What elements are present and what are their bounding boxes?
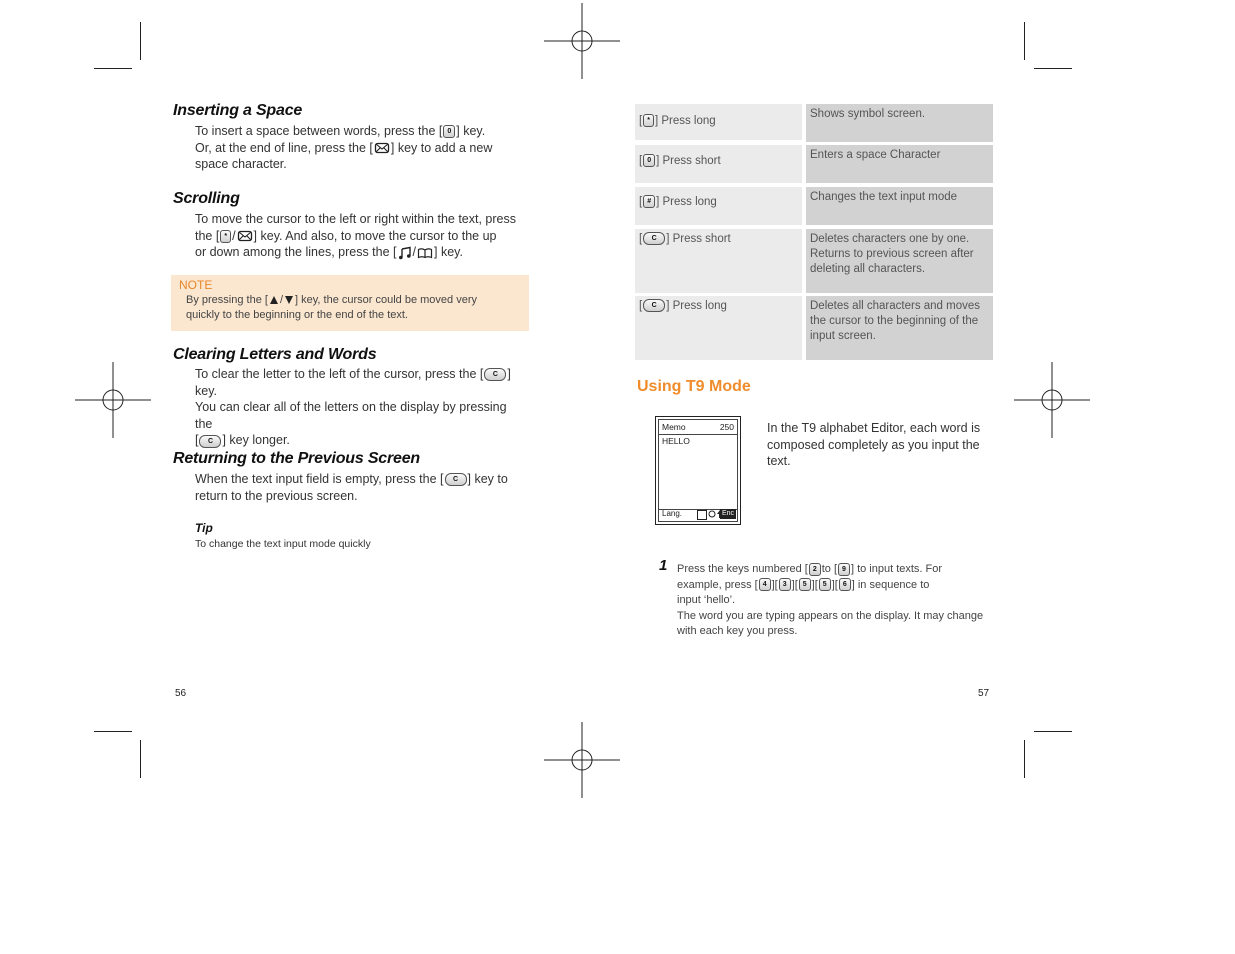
note-title: NOTE [179, 278, 213, 292]
registration-mark-icon [75, 362, 151, 438]
clear-key-icon: C [643, 232, 665, 245]
star-key-icon: * [220, 230, 231, 243]
two-key-icon: 2 [809, 563, 821, 576]
page-number: 56 [175, 688, 187, 699]
section-title: Using T9 Mode [637, 378, 751, 395]
phone-text-area: HELLO [659, 434, 737, 510]
nine-key-icon: 9 [838, 563, 850, 576]
table-key-cell: [ * ] Press long [635, 104, 802, 140]
tip-title: Tip [195, 521, 213, 535]
table-desc-cell: Changes the text input mode [806, 187, 993, 225]
section-title: Inserting a Space [173, 102, 303, 119]
phone-soft-keys [659, 507, 737, 521]
page-number: 57 [978, 688, 990, 699]
up-arrow-key-icon [269, 294, 279, 306]
table-key-cell: [ C ] Press short [635, 229, 802, 293]
section-body: To clear the letter to the left of the cursor, press the [ C ] key. You can clear all of the letters on the display by pressing the [ C ] key longer. [195, 367, 511, 448]
crop-mark [140, 22, 141, 60]
music-note-key-icon [398, 246, 412, 260]
five-key-icon: 5 [799, 578, 811, 591]
crop-mark [94, 68, 132, 69]
four-key-icon: 4 [759, 578, 771, 591]
crop-mark [1024, 740, 1025, 778]
table-desc-cell: Enters a space Character [806, 145, 993, 183]
clear-key-icon: C [484, 368, 506, 381]
zero-key-icon: 0 [643, 154, 655, 167]
phone-title-bar [659, 420, 737, 435]
tip-text: To change the text input mode quickly [195, 538, 371, 550]
hash-key-icon: # [643, 195, 655, 208]
five-key-icon: 5 [819, 578, 831, 591]
section-body: To insert a space between words, press the [ 0 ] key. Or, at the end of line, press the [ ] key to add a new space character. [195, 124, 493, 172]
phone-screen-illustration [655, 416, 741, 525]
phone-title: Memo [662, 422, 686, 432]
table-key-cell: [ C ] Press long [635, 296, 802, 360]
book-key-icon [417, 247, 433, 259]
note-box [171, 275, 529, 331]
section-title: Returning to the Previous Screen [173, 450, 420, 467]
crop-mark [140, 740, 141, 778]
crop-mark [1024, 22, 1025, 60]
three-key-icon: 3 [779, 578, 791, 591]
clear-key-icon: C [445, 473, 467, 486]
envelope-key-icon [237, 230, 253, 242]
note-text: By pressing the [ / ] key, the cursor could be moved very quickly to the beginning or the end of the text. [186, 294, 477, 321]
table-desc-cell: Deletes characters one by one. Returns to previous screen after deleting all characters. [806, 229, 993, 293]
section-title: Clearing Letters and Words [173, 346, 377, 363]
star-key-icon: * [643, 114, 654, 127]
registration-mark-icon [544, 722, 620, 798]
six-key-icon: 6 [839, 578, 851, 591]
envelope-key-icon [374, 142, 390, 154]
registration-mark-icon [1014, 362, 1090, 438]
registration-mark-icon [544, 3, 620, 79]
crop-mark [94, 731, 132, 732]
crop-mark [1034, 68, 1072, 69]
table-desc-cell: Shows symbol screen. [806, 104, 993, 142]
soft-key-right: Enc [721, 510, 734, 517]
phone-char-count: 250 [719, 422, 734, 432]
t9-description: In the T9 alphabet Editor, each word is composed completely as you input the text. [767, 421, 981, 469]
section-body: When the text input field is empty, press the [ C ] key to return to the previous screen. [195, 472, 508, 503]
zero-key-icon: 0 [443, 125, 455, 138]
step-number: 1 [659, 557, 668, 574]
step-text: Press the keys numbered [ 2 to [ 9 ] to input texts. For example, press [ 4 ][ 3 ][ 5 ][ 5 ][ 6 ] in sequence to input ‘hello’. The word you are typing appears on the display. It may change with each key you press. [677, 563, 984, 637]
clear-key-icon: C [199, 435, 221, 448]
t9-mode-icon [697, 510, 707, 520]
down-arrow-key-icon [284, 294, 294, 306]
section-title: Scrolling [173, 190, 240, 207]
table-key-cell: [ 0 ] Press short [635, 145, 802, 183]
clear-key-icon: C [643, 299, 665, 312]
section-body: To move the cursor to the left or right within the text, press the [ * / ] key. And also, to move the cursor to the up or down among the lines, press the [ / ] key. [195, 212, 516, 260]
soft-key-left: Lang. [662, 509, 683, 518]
table-key-cell: [ # ] Press long [635, 187, 802, 225]
table-desc-cell: Deletes all characters and moves the cursor to the beginning of the input screen. [806, 296, 993, 360]
crop-mark [1034, 731, 1072, 732]
